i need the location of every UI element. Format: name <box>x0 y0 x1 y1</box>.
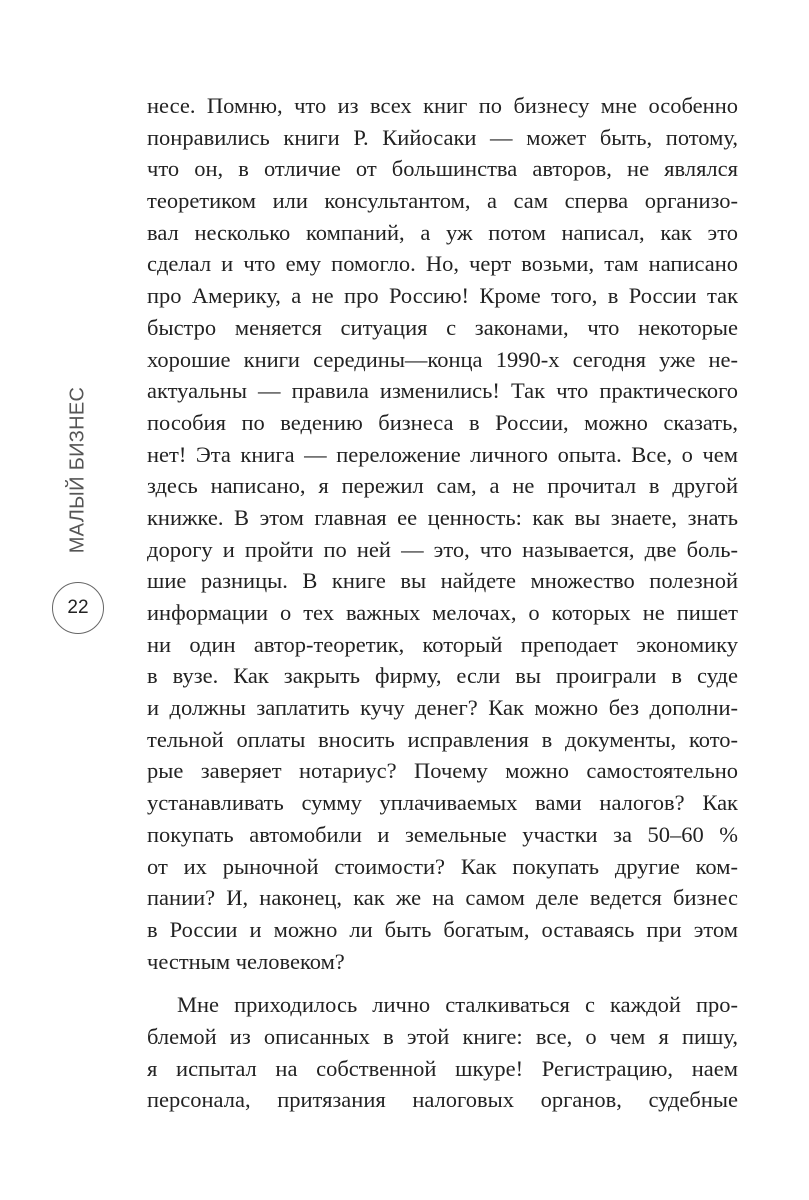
text-line: тельной оплаты вносить исправления в документы, кото- <box>147 726 738 752</box>
text-line: ни один автор-теоретик, который преподает экономику <box>147 631 738 657</box>
text-line: понравились книги Р. Кийосаки — может быть, потому, <box>147 124 738 150</box>
text-line: в России и можно ли быть богатым, оставаясь при этом <box>147 916 738 942</box>
text-line: сделал и что ему помогло. Но, черт возьми, там написано <box>147 251 738 277</box>
text-line: дорогу и пройти по ней — это, что называется, две боль- <box>147 536 738 562</box>
text-line: рые заверяет нотариус? Почему можно самостоятельно <box>147 758 738 784</box>
text-line: теоретиком или консультантом, а сам сперва организо- <box>147 188 738 214</box>
body-text <box>147 90 738 1116</box>
page-number-text: 22 <box>67 597 89 618</box>
text-line: актуальны — правила изменились! Так что практического <box>147 378 738 404</box>
text-line: в вузе. Как закрыть фирму, если вы проиграли в суде <box>147 663 738 689</box>
text-line: пособия по ведению бизнеса в России, можно сказать, <box>147 409 738 435</box>
text-line: вал несколько компаний, а уж потом написал, как это <box>147 219 738 245</box>
text-line: пании? И, наконец, как же на самом деле ведется бизнес <box>147 885 738 911</box>
text-line: что он, в отличие от большинства авторов, не являлся <box>147 156 738 182</box>
paragraph <box>147 989 738 1116</box>
text-line: персонала, притязания налоговых органов, судебные <box>147 1087 738 1113</box>
text-line: устанавливать сумму уплачиваемых вами налогов? Как <box>147 790 738 816</box>
text-line: и должны заплатить кучу денег? Как можно без дополни- <box>147 695 738 721</box>
text-line: информации о тех важных мелочах, о которых не пишет <box>147 600 738 625</box>
text-line: несе. Помню, что из всех книг по бизнесу мне особенно <box>147 93 738 118</box>
page-number <box>52 582 104 634</box>
text-line: хорошие книги середины—конца 1990-х сегодня уже не- <box>147 346 738 372</box>
running-header-section-title: МАЛЫЙ БИЗНЕС <box>66 386 89 554</box>
text-line: про Америку, а не про Россию! Кроме того, в России так <box>147 283 738 309</box>
text-line: покупать автомобили и земельные участки за 50–60 % <box>147 821 738 847</box>
text-line: здесь написано, я пережил сам, а не прочитал в другой <box>147 473 738 499</box>
text-line: Мне приходилось лично сталкиваться с каждой про- <box>177 992 738 1018</box>
text-line: книжке. В этом главная ее ценность: как вы знаете, знать <box>147 504 738 530</box>
text-line: блемой из описанных в этой книге: все, о чем я пишу, <box>147 1023 738 1049</box>
text-line: честным человеком? <box>147 948 345 974</box>
text-line: быстро меняется ситуация с законами, что некоторые <box>147 314 738 340</box>
text-line: нет! Эта книга — переложение личного опыта. Все, о чем <box>147 441 738 467</box>
text-line: шие разницы. В книге вы найдете множество полезной <box>147 568 738 594</box>
text-line: от их рыночной стоимости? Как покупать другие ком- <box>147 853 738 879</box>
text-line: я испытал на собственной шкуре! Регистрацию, наем <box>147 1055 738 1081</box>
paragraph <box>147 90 738 977</box>
